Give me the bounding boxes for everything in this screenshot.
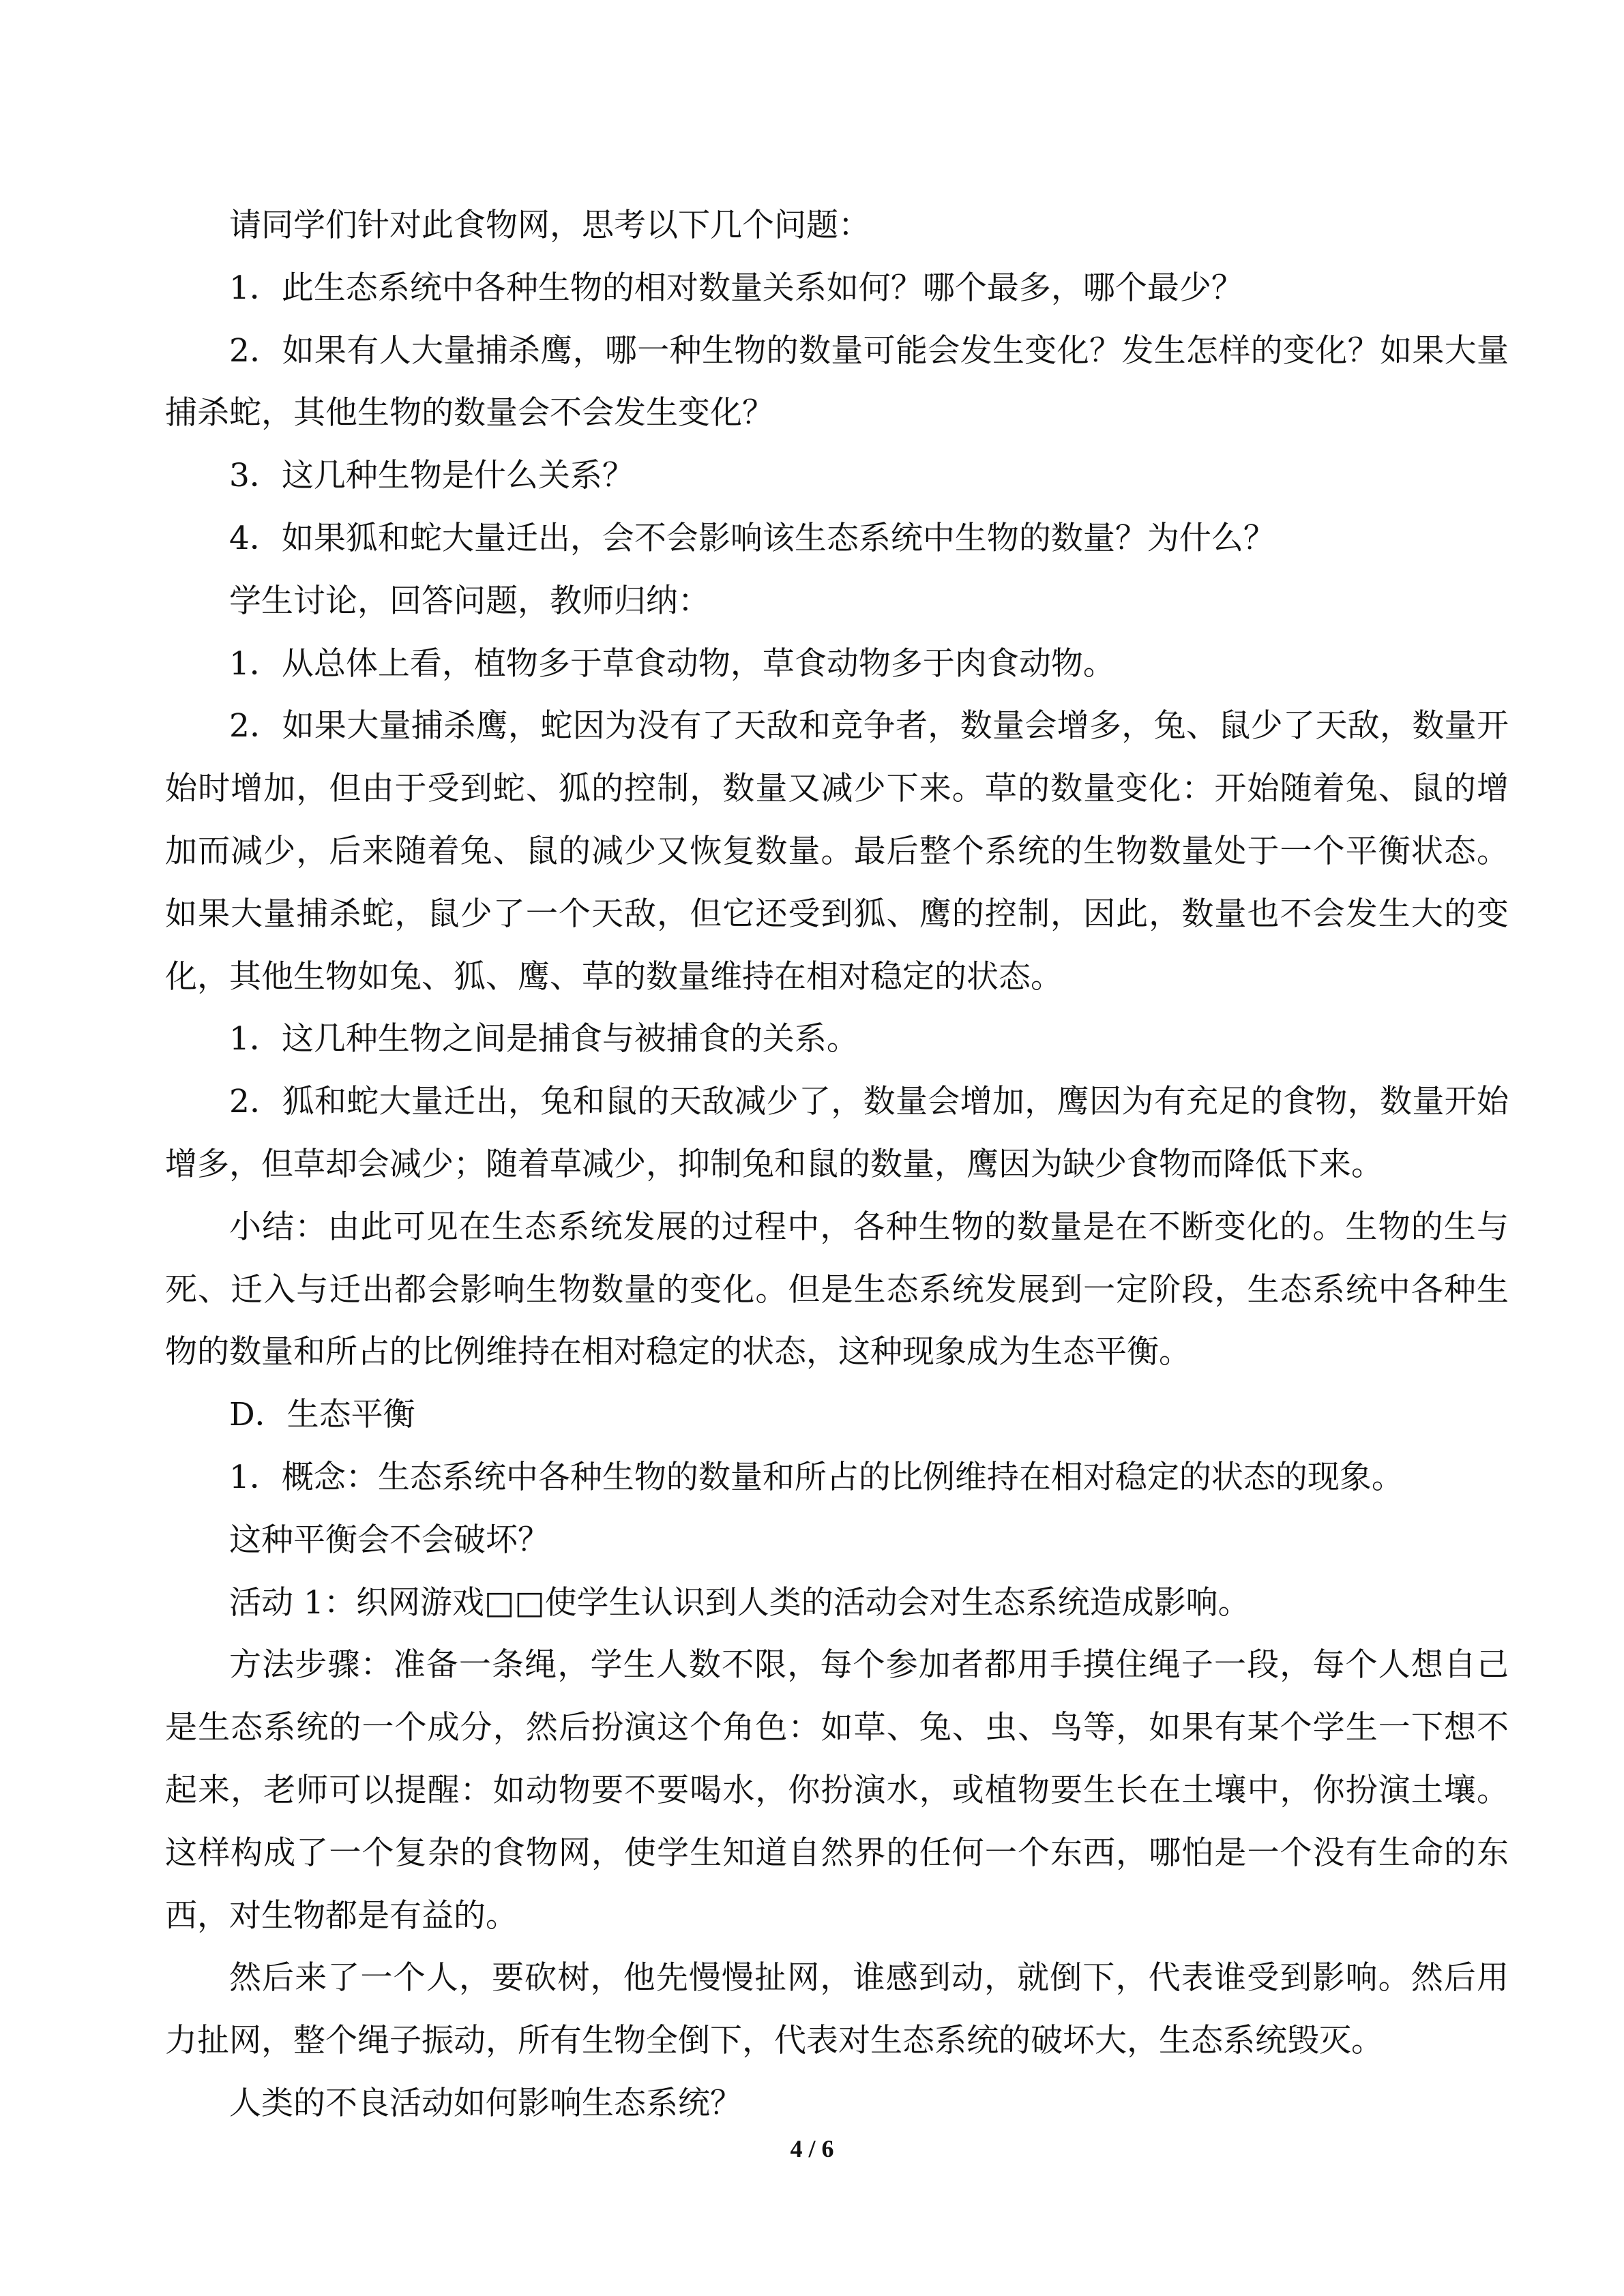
answer-1: 1．从总体上看，植物多于草食动物，草食动物多于肉食动物。 bbox=[229, 644, 1115, 683]
discussion-intro: 学生讨论，回答问题，教师归纳： bbox=[229, 582, 710, 620]
activity-1-title: 活动 1：织网游戏□□使学生认识到人类的活动会对生态系统造成影响。 bbox=[229, 1583, 1250, 1622]
section-heading-d: D．生态平衡 bbox=[229, 1396, 415, 1434]
paragraph-intro: 请同学们针对此食物网，思考以下几个问题： bbox=[229, 207, 870, 244]
question-2: 2．如果有人大量捕杀鹰，哪一种生物的数量可能会发生变化？发生怎样的变化？如果大量捕杀蛇，其他生物的数量会不会发生变化？ bbox=[165, 331, 1509, 432]
answer-2: 2．如果大量捕杀鹰，蛇因为没有了天敌和竞争者，数量会增多，兔、鼠少了天敌，数量开始时增加，但由于受到蛇、狐的控制，数量又减少下来。草的数量变化：开始随着兔、鼠的增加而减少，后来随着兔、鼠的减少又恢复数量。最后整个系统的生物数量处于一个平衡状态。如果大量捕杀蛇，鼠少了一个天敌，但它还受到狐、鹰的控制，因此，数量也不会发生大的变化，其他生物如兔、狐、鹰、草的数量维持在相对稳定的状态。 bbox=[165, 707, 1509, 996]
answer-4: 2．狐和蛇大量迁出，兔和鼠的天敌减少了，数量会增加，鹰因为有充足的食物，数量开始增多，但草却会减少；随着草减少，抑制兔和鼠的数量，鹰因为缺少食物而降低下来。 bbox=[165, 1083, 1509, 1183]
question-3: 3．这几种生物是什么关系？ bbox=[229, 457, 634, 495]
closing-question: 人类的不良活动如何影响生态系统？ bbox=[229, 2084, 742, 2122]
page-number: 4 / 6 bbox=[790, 2135, 834, 2162]
activity-continuation: 然后来了一个人，要砍树，他先慢慢扯网，谁感到动，就倒下，代表谁受到影响。然后用力扯网，整个绳子振动，所有生物全倒下，代表对生态系统的破坏大，生态系统毁灭。 bbox=[165, 1959, 1509, 2060]
question-4: 4．如果狐和蛇大量迁出，会不会影响该生态系统中生物的数量？为什么？ bbox=[229, 519, 1275, 557]
balance-question: 这种平衡会不会破坏？ bbox=[229, 1521, 550, 1559]
summary-paragraph: 小结：由此可见在生态系统发展的过程中，各种生物的数量是在不断变化的。生物的生与死、迁入与迁出都会影响生物数量的变化。但是生态系统发展到一定阶段，生态系统中各种生物的数量和所占的比例维持在相对稳定的状态，这种现象成为生态平衡。 bbox=[165, 1208, 1509, 1371]
concept-definition: 1．概念：生态系统中各种生物的数量和所占的比例维持在相对稳定的状态的现象。 bbox=[229, 1458, 1404, 1496]
question-1: 1．此生态系统中各种生物的相对数量关系如何？哪个最多，哪个最少？ bbox=[229, 269, 1243, 307]
answer-3: 1．这几种生物之间是捕食与被捕食的关系。 bbox=[229, 1020, 859, 1058]
page-body bbox=[165, 194, 1509, 2135]
activity-method-steps: 方法步骤：准备一条绳，学生人数不限，每个参加者都用手摸住绳子一段，每个人想自己是生态系统的一个成分，然后扮演这个角色：如草、兔、虫、鸟等，如果有某个学生一下想不起来，老师可以提醒：如动物要不要喝水，你扮演水，或植物要生长在土壤中，你扮演土壤。这样构成了一个复杂的食物网，使学生知道自然界的任何一个东西，哪怕是一个没有生命的东西，对生物都是有益的。 bbox=[165, 1646, 1509, 1935]
